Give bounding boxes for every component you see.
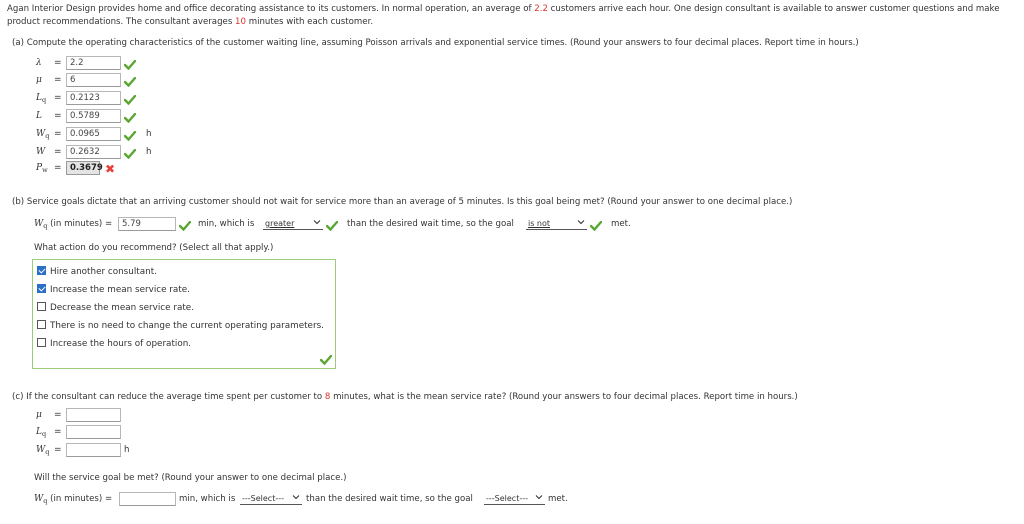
intro-text-2: customers arrive each hour. One design consultant is available to answer customer questions and make product recommendations. The consultant averages: [7, 4, 1000, 27]
checkbox[interactable]: [37, 266, 46, 275]
part-c-text-3: met.: [548, 494, 568, 504]
option-label: Increase the hours of operation.: [50, 339, 192, 349]
part-a-input-3[interactable]: 0.5789: [66, 109, 121, 123]
part-c-comparison-select[interactable]: ---Select---: [240, 493, 302, 505]
option-3[interactable]: [37, 320, 324, 331]
part-b-comparison-select[interactable]: greater: [263, 218, 323, 230]
problem-intro: [7, 3, 1019, 28]
action-prompt: What action do you recommend? (Select all that apply.): [34, 243, 274, 253]
check-icon: [124, 113, 136, 123]
part-a-label-5: W =: [36, 147, 62, 157]
check-icon: [320, 355, 332, 365]
part-b-text-1: min, which is: [198, 219, 255, 229]
part-b-text-3: met.: [611, 219, 631, 229]
part-c-question: (c) If the consultant can reduce the average time spent per customer to 8 minutes, what is the mean service rate? (Round your answers to four decimal places. Report time in hours.): [12, 392, 798, 402]
part-c-text-2: than the desired wait time, so the goal: [306, 494, 473, 504]
check-icon: [124, 60, 136, 70]
goal-prompt: Will the service goal be met? (Round your answer to one decimal place.): [34, 473, 347, 483]
part-a-input-0[interactable]: 2.2: [66, 56, 121, 70]
recommendation-options: [32, 259, 336, 369]
checkbox[interactable]: [37, 338, 46, 347]
option-2[interactable]: [37, 302, 194, 313]
part-b-wq-input[interactable]: 5.79: [118, 217, 176, 231]
part-a-input-2[interactable]: 0.2123: [66, 91, 121, 105]
part-c-input-1[interactable]: [66, 425, 121, 439]
check-icon: [326, 221, 338, 231]
part-a-question: (a) Compute the operating characteristics of the customer waiting line, assuming Poisson arrivals and exponential service times. (Round your answers to four decimal places. Report time in hours.): [12, 38, 859, 48]
part-a-label-1: μ =: [36, 75, 62, 85]
part-a-unit-4: h: [146, 129, 152, 139]
part-c-text-1: min, which is: [179, 494, 236, 504]
intro-text-3: minutes with each customer.: [245, 16, 374, 27]
intro-text-1: Agan Interior Design provides home and office decorating assistance to its customers. In normal operation, an average of: [7, 4, 535, 14]
part-c-label-0: μ =: [36, 410, 62, 420]
checkbox[interactable]: [37, 320, 46, 329]
chevron-down-icon: [292, 493, 300, 501]
part-c-unit-2: h: [124, 445, 130, 455]
part-a-label-4: $W_q$ =: [36, 129, 62, 140]
part-b-question: (b) Service goals dictate that an arriving customer should not wait for service more than an average of 5 minutes. Is this goal being met? (Round your answer to one decimal place.): [12, 197, 793, 207]
part-c-label-2: $W_q$ =: [36, 445, 62, 456]
part-a-unit-5: h: [146, 147, 152, 157]
part-b-wq-label: $W_q$ (in minutes) =: [34, 219, 113, 230]
check-icon: [124, 95, 136, 105]
option-4[interactable]: [37, 338, 191, 349]
part-a-label-3: L =: [36, 111, 62, 121]
option-label: There is no need to change the current operating parameters.: [50, 321, 324, 331]
check-icon: [124, 77, 136, 87]
part-c-wq-label: $W_q$ (in minutes) =: [34, 494, 113, 505]
part-a-input-4[interactable]: 0.0965: [66, 127, 121, 141]
part-a-label-2: $L_q$ =: [36, 93, 62, 104]
part-b-text-2: than the desired wait time, so the goal: [347, 219, 514, 229]
option-1[interactable]: [37, 284, 190, 295]
part-a-input-1[interactable]: 6: [66, 73, 121, 87]
option-label: Decrease the mean service rate.: [50, 303, 194, 313]
part-b-goal-select[interactable]: is not: [526, 218, 587, 230]
part-c-wq-input[interactable]: [119, 492, 176, 506]
part-c-label-1: $L_q$ =: [36, 427, 62, 438]
x-icon: ✖: [105, 162, 116, 176]
service-minutes-value: 10: [235, 16, 246, 27]
option-label: Increase the mean service rate.: [50, 285, 190, 295]
reduced-minutes-value: 8: [324, 392, 331, 402]
check-icon: [590, 221, 602, 231]
part-a-label-0: λ =: [36, 58, 62, 68]
checkbox[interactable]: [37, 302, 46, 311]
option-label: Hire another consultant.: [50, 267, 157, 277]
part-c-goal-select[interactable]: ---Select---: [484, 493, 545, 505]
option-0[interactable]: [37, 266, 157, 277]
chevron-down-icon: [313, 218, 321, 226]
part-a-input-6[interactable]: 0.3679: [66, 161, 100, 175]
part-c-input-0[interactable]: [66, 408, 121, 422]
checkbox[interactable]: [37, 284, 46, 293]
check-icon: [179, 221, 191, 231]
chevron-down-icon: [535, 493, 543, 501]
part-c-input-2[interactable]: [66, 443, 121, 457]
arrival-rate-value: 2.2: [534, 4, 548, 14]
part-a-input-5[interactable]: 0.2632: [66, 145, 121, 159]
check-icon: [124, 149, 136, 159]
check-icon: [124, 131, 136, 141]
chevron-down-icon: [577, 218, 585, 226]
part-a-label-6: $P_w$ =: [36, 163, 62, 174]
